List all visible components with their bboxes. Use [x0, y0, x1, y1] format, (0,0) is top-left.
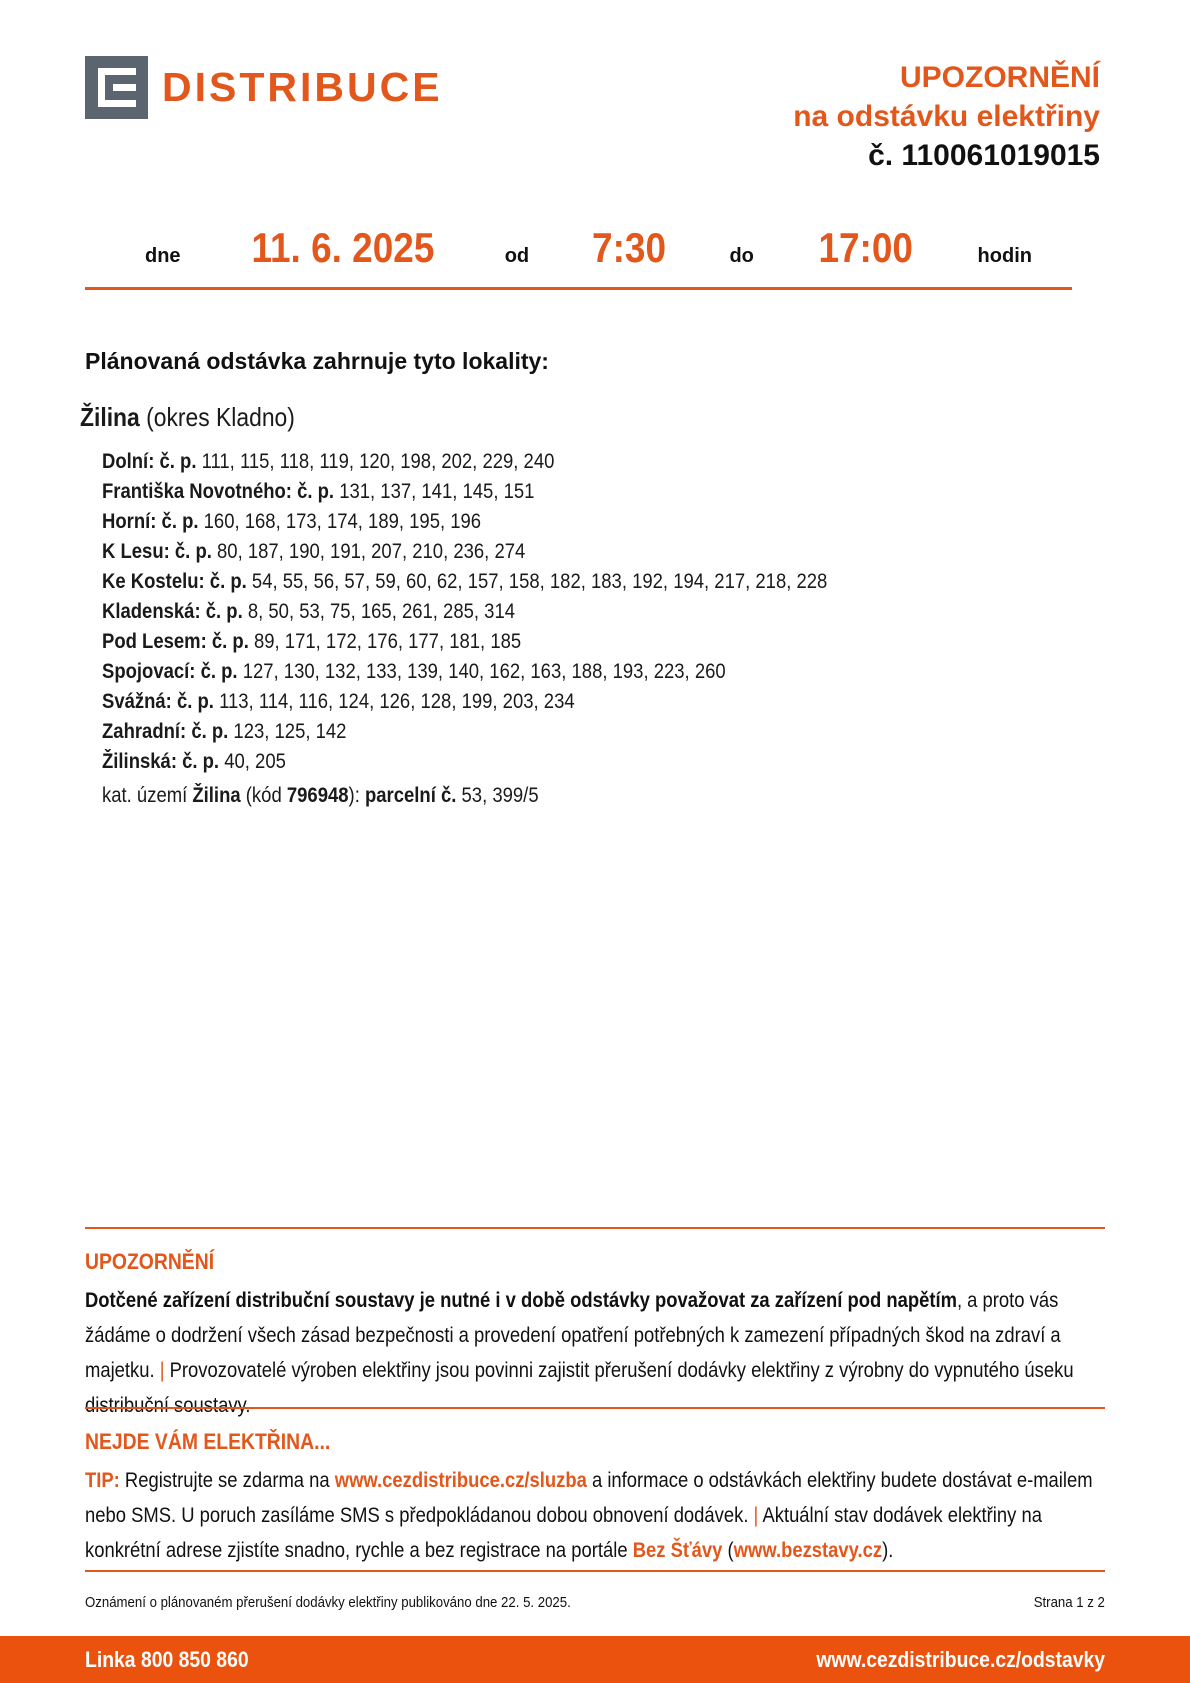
outages-website-link[interactable]: www.cezdistribuce.cz/odstavky	[816, 1646, 1105, 1672]
street-row	[102, 627, 1110, 657]
street-row	[102, 447, 1110, 477]
street-name: Spojovací: č. p.	[102, 660, 238, 683]
warning-section	[85, 1227, 1105, 1423]
text-segment: |	[159, 1359, 165, 1382]
house-numbers: 111, 115, 118, 119, 120, 198, 202, 229, 240	[196, 450, 555, 473]
from-label: od	[504, 245, 530, 267]
to-label: do	[729, 245, 754, 267]
cez-logo-icon	[85, 56, 148, 119]
house-numbers: 127, 130, 132, 133, 139, 140, 162, 163, 188, 193, 223, 260	[237, 660, 726, 683]
house-numbers: 54, 55, 56, 57, 59, 60, 62, 157, 158, 182, 183, 192, 194, 217, 218, 228	[246, 570, 828, 593]
street-list	[102, 447, 1110, 777]
notice-number: č. 110061019015	[868, 139, 1100, 172]
street-row	[102, 747, 1110, 777]
text-segment: |	[753, 1504, 759, 1527]
house-numbers: 113, 114, 116, 124, 126, 128, 199, 203, 234	[213, 690, 575, 713]
house-numbers: 80, 187, 190, 191, 207, 210, 236, 274	[211, 540, 526, 563]
text-segment: parcelní č.	[364, 784, 457, 807]
city-district: (okres Kladno)	[139, 402, 295, 432]
street-row	[102, 537, 1110, 567]
house-numbers: 131, 137, 141, 145, 151	[334, 480, 535, 503]
text-segment: Provozovatelé výroben elektřiny jsou povinni zajistit přerušení dodávky elektřiny z výrobny do vypnutého úseku distribuční soustavy.	[85, 1359, 1074, 1417]
notice-title-block	[793, 58, 1100, 175]
street-name: Horní: č. p.	[102, 510, 199, 533]
notice-title-line1: UPOZORNĚNÍ	[899, 61, 1100, 94]
street-name: Žilinská: č. p.	[102, 750, 220, 773]
street-row	[102, 507, 1110, 537]
logo	[85, 56, 443, 119]
link-bezstavy-url[interactable]: www.bezstavy.cz	[733, 1539, 883, 1562]
brand-name: DISTRIBUCE	[162, 64, 443, 110]
street-name: K Lesu: č. p.	[102, 540, 212, 563]
street-name: Ke Kostelu: č. p.	[102, 570, 247, 593]
footer-note-row	[85, 1594, 1105, 1611]
footer-divider	[85, 1570, 1105, 1572]
text-segment: (	[722, 1539, 734, 1562]
localities-block	[80, 402, 1110, 808]
house-numbers: 160, 168, 173, 174, 189, 195, 196	[198, 510, 482, 533]
text-segment: Žilina	[192, 784, 241, 807]
bottom-bar	[0, 1636, 1190, 1683]
text-segment: ).	[882, 1539, 894, 1562]
street-name: Dolní: č. p.	[102, 450, 197, 473]
street-row	[102, 687, 1110, 717]
link-bezstavy-portal[interactable]: Bez Šťávy	[632, 1539, 723, 1562]
date-label: dne	[145, 245, 181, 267]
text-segment: Aktuální stav dodávek elektřiny na konkrétní adrese zjistíte snadno, rychle a bez registrace na portále	[85, 1504, 1042, 1562]
house-numbers: 123, 125, 142	[228, 720, 347, 743]
warning-heading: UPOZORNĚNÍ	[85, 1249, 215, 1274]
text-segment: 53, 399/5	[456, 784, 539, 807]
outage-schedule	[85, 224, 1072, 290]
city-line	[80, 402, 1110, 433]
text-segment: Registrujte se zdarma na	[119, 1469, 335, 1492]
house-numbers: 40, 205	[219, 750, 286, 773]
street-row	[102, 477, 1110, 507]
text-segment: Dotčené zařízení distribuční soustavy je nutné i v době odstávky považovat za zařízení pod napětím	[85, 1289, 957, 1312]
tip-label: TIP:	[85, 1469, 120, 1492]
localities-heading: Plánovaná odstávka zahrnuje tyto lokality:	[85, 348, 549, 374]
text-segment: , a proto vás žádáme o dodržení všech zásad bezpečnosti a provedení opatření potřebných k zamezení případných škod na zdraví a majetku.	[85, 1289, 1061, 1382]
published-note: Oznámení o plánovaném přerušení dodávky elektřiny publikováno dne 22. 5. 2025.	[85, 1594, 571, 1611]
house-numbers: 89, 171, 172, 176, 177, 181, 185	[248, 630, 522, 653]
street-name: Zahradní: č. p.	[102, 720, 229, 743]
text-segment: ):	[348, 784, 365, 807]
street-row	[102, 717, 1110, 747]
street-name: Františka Novotného: č. p.	[102, 480, 335, 503]
warning-paragraph	[85, 1283, 1105, 1423]
street-name: Kladenská: č. p.	[102, 600, 243, 623]
notice-title-line2: na odstávku elektřiny	[793, 100, 1100, 133]
link-cezdistribuce-sluzba[interactable]: www.cezdistribuce.cz/sluzba	[334, 1469, 587, 1492]
street-name: Svážná: č. p.	[102, 690, 214, 713]
street-row	[102, 567, 1110, 597]
text-segment: 796948	[286, 784, 349, 807]
street-row	[102, 597, 1110, 627]
outage-end-time: 17:00	[818, 224, 913, 271]
no-power-heading: NEJDE VÁM ELEKTŘINA...	[85, 1429, 331, 1454]
cez-logo-middle-bar	[113, 84, 136, 91]
text-segment: (kód	[240, 784, 287, 807]
tip-paragraph	[85, 1463, 1105, 1568]
page-number: Strana 1 z 2	[1033, 1594, 1105, 1611]
house-numbers: 8, 50, 53, 75, 165, 261, 285, 314	[242, 600, 515, 623]
outage-date: 11. 6. 2025	[251, 224, 435, 271]
street-name: Pod Lesem: č. p.	[102, 630, 249, 653]
outage-start-time: 7:30	[592, 224, 667, 271]
street-row	[102, 657, 1110, 687]
helpline-phone: Linka 800 850 860	[85, 1646, 249, 1672]
text-segment: a informace o odstávkách elektřiny budete dostávat e-mailem nebo SMS. U poruch zasíláme SMS s předpokládanou dobou obnovení dodávek.	[85, 1469, 1093, 1527]
no-power-section	[85, 1407, 1105, 1568]
city-name: Žilina	[80, 402, 140, 432]
cadastre-line	[102, 784, 1110, 808]
hours-label: hodin	[977, 245, 1032, 267]
text-segment: kat. území	[102, 784, 193, 807]
